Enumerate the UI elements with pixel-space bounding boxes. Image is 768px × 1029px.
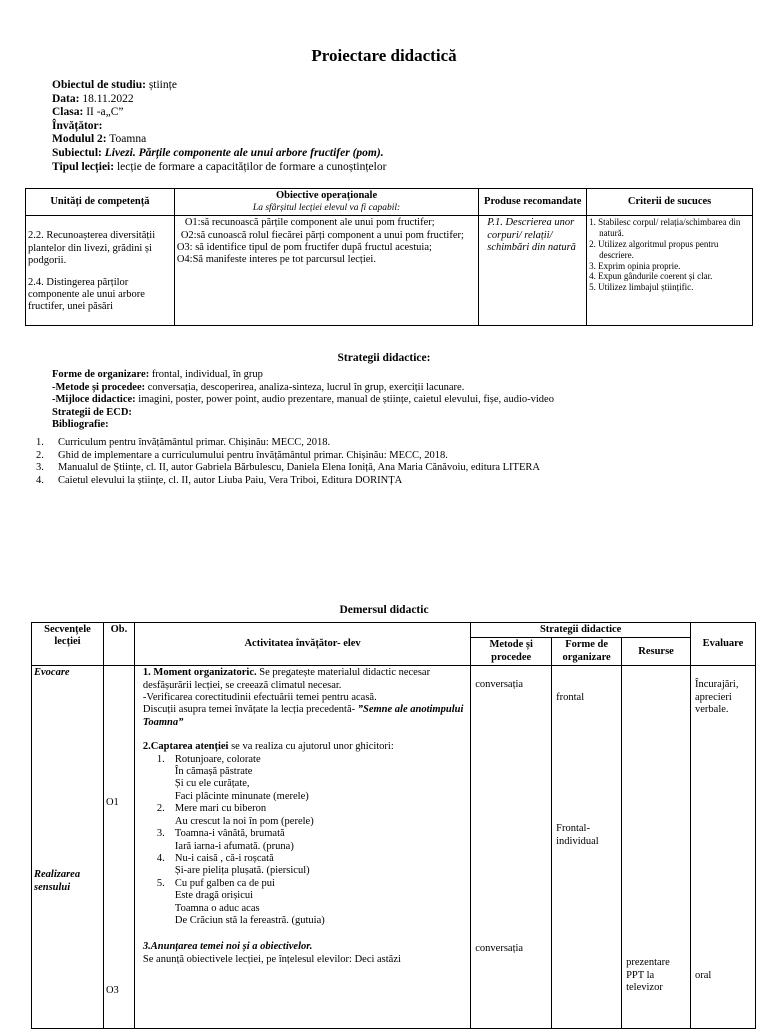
header-methods: Metode și procedee: [471, 638, 552, 666]
header-products: Produse recomandate: [479, 189, 587, 216]
demers-table: [31, 622, 756, 1029]
meta-teacher: Învățător:: [52, 119, 103, 132]
objectives-table: [25, 188, 753, 326]
header-ob: Ob.: [103, 623, 134, 666]
announce-topic: 3.Anunțarea temei noi și a obiectivelor.: [142, 941, 313, 953]
resources-cell: prezentare PPT la televizor: [622, 666, 691, 1029]
ob-cell: O1 O3: [103, 666, 134, 1029]
strategies-block: [52, 369, 752, 432]
header-forms: Forme de organizare: [552, 638, 622, 666]
header-activity: Activitatea învățător- elev: [134, 623, 470, 666]
riddle-item: 1. Rotunjoare, colorate În cămașă păstrate Și cu ele curățate, Faci plăcinte minunate (merele): [156, 753, 309, 802]
demers-header-row-1: [32, 623, 756, 638]
criteria-item: 3. Exprim opinia proprie.: [589, 260, 681, 271]
lesson-meta: [52, 79, 386, 174]
strategy-line: Strategii de ECD:: [52, 406, 132, 418]
units-cell: 2.2. Recunoașterea diversității plantelor din livezi, grădini și podgorii. 2.4. Distingerea părților componente ale unui arbore fructifer, unei păsări: [26, 216, 175, 326]
riddle-item: 3. Toamna-i vânătă, brumată Iară iarna-i afumată. (pruna): [156, 828, 294, 852]
strategy-line: Forme de organizare: frontal, individual, în grup: [52, 369, 263, 380]
meta-subject: Obiectul de studiu: științe: [52, 79, 177, 91]
product-cell: P.1. Descrierea unor corpuri/ relații/ schimbări din natură: [479, 216, 587, 326]
forms-cell: frontal Frontal-individual: [552, 666, 622, 1029]
bibliography-item: 2. Ghid de implementare a curriculumului pentru învățământul primar. Chișinău: MECC, 2018.: [36, 449, 448, 461]
sequence-cell: Evocare Realizarea sensului: [32, 666, 104, 1029]
strategies-title: Strategii didactice:: [337, 352, 431, 364]
meta-class: Clasa: II -a„C”: [52, 106, 124, 119]
objectives-cell: O1:să recunoască părțile component ale unui pom fructifer; O2:să cunoască rolul fiecărei părți component a unui pom fructifer; O3: să identifice tipul de pom fructifer după fructul acestuia; O4:Să manifeste interes pe tot parcursul lecției.: [174, 216, 478, 326]
criteria-item: 2. Utilizez algoritmul propus pentru descriere.: [589, 239, 719, 260]
header-objectives: Obiective operaționale La sfârșitul lecției elevul va fi capabil:: [174, 189, 478, 216]
criteria-cell: [587, 216, 753, 326]
bibliography-list: [22, 437, 540, 487]
riddles-list: [143, 754, 468, 928]
demers-content-row: [32, 666, 756, 1029]
riddle-item: 2. Mere mari cu biberon Au crescut la noi în pom (perele): [156, 803, 314, 827]
bibliography-item: 1. Curriculum pentru învățământul primar. Chișinău: MECC, 2018.: [36, 437, 331, 448]
header-criteria: Criterii de sucuces: [587, 189, 753, 216]
evaluation-cell: Încurajări, aprecieri verbale. oral: [691, 666, 756, 1029]
meta-topic: Subiectul: Livezi. Părțile componente ale unui arbore fructifer (pom).: [52, 146, 384, 159]
header-strategies: Strategii didactice: [471, 623, 691, 638]
previous-topic: Discuții asupra temei învățate la lecția precedentă- ”Semne ale anotimpului Toamna”: [142, 704, 464, 728]
objectives-content-row: [26, 216, 753, 326]
bibliography-item: 3. Manualul de Științe, cl. II, autor Gabriela Bărbulescu, Daniela Elena Ioniță, Ana Maria Cănăvoiu, editura LITERA: [36, 462, 540, 474]
strategy-line: -Metode și procedee: conversația, descoperirea, analiza-sinteza, lucrul în grup, exerciții lacunare.: [52, 381, 465, 393]
header-evaluation: Evaluare: [691, 623, 756, 666]
header-units: Unități de competență: [26, 189, 175, 216]
activity-cell: 1. Moment organizatoric. Se pregatește materialul didactic necesar desfășurării lecției, se creează climatul necesar. -Verificarea corectitudinii efectuării temei pentru acasă. Discuții asupra temei învățate la lecția precedentă- ”Semne ale anotimpului Toamna” 2.Captarea atenției se va realiza cu ajutorul unor ghicitori: 1. Rotunjoare, colorate În cămașă păstrate Și cu ele curățate, Faci plăcinte minunate (merele) 2. Mere mari cu biberon Au crescut la noi în pom (perele) 3. Toamna-i vânătă, brumată Iară iarna-i afumată. (pruna) 4. Nu-i caisă , că-i roșcată Și-are pielița plușată. (piersicul) 5. Cu puf galben ca de pui Este dragă orișicui Toamna o aduc acas De Crăciun stă la fereastră. (gutuia) 3.Anunțarea temei noi și a obiectivelor. Se anunță obiectivele lecției, pe înțelesul elevilor: Deci astăzi: [134, 666, 470, 1029]
meta-module: Modulul 2: Toamna: [52, 133, 147, 146]
meta-date: Data: 18.11.2022: [52, 92, 134, 105]
bibliography-item: 4. Caietul elevului la științe, cl. II, autor Liuba Paiu, Vera Triboi, Editura DORINȚA: [36, 474, 403, 486]
criteria-item: 4. Expun gândurile coerent și clar.: [589, 271, 713, 282]
meta-lesson-type: Tipul lecției: lecție de formare a capacităților de formare a cunoștințelor: [52, 160, 387, 173]
header-resources: Resurse: [622, 638, 691, 666]
criteria-item: 5. Utilizez limbajul științific.: [589, 282, 694, 293]
objectives-header-row: [26, 189, 753, 216]
riddle-item: 5. Cu puf galben ca de pui Este dragă orișicui Toamna o aduc acas De Crăciun stă la fereastră. (gutuia): [156, 877, 325, 926]
page-title: Proiectare didactică: [311, 46, 457, 65]
strategy-line: -Mijloce didactice: imagini, poster, power point, audio prezentare, manual de științe, caietul elevului, fișe, audio-video: [52, 394, 554, 406]
header-sequences: Secvențele lecției: [32, 623, 104, 666]
bibliography-label: Bibliografie:: [52, 419, 109, 431]
riddle-item: 4. Nu-i caisă , că-i roșcată Și-are pielița plușată. (piersicul): [156, 852, 310, 877]
moment-organizatoric: 1. Moment organizatoric. Se pregatește materialul didactic necesar desfășurării lecției, se creează climatul necesar.: [142, 667, 431, 691]
criteria-item: 1. Stabilesc corpul/ relația/schimbarea din natură.: [589, 217, 741, 239]
demers-title: Demersul didactic: [339, 604, 429, 616]
methods-cell: conversația conversația: [471, 666, 552, 1029]
attention-capture: 2.Captarea atenției se va realiza cu ajutorul unor ghicitori:: [142, 741, 394, 753]
